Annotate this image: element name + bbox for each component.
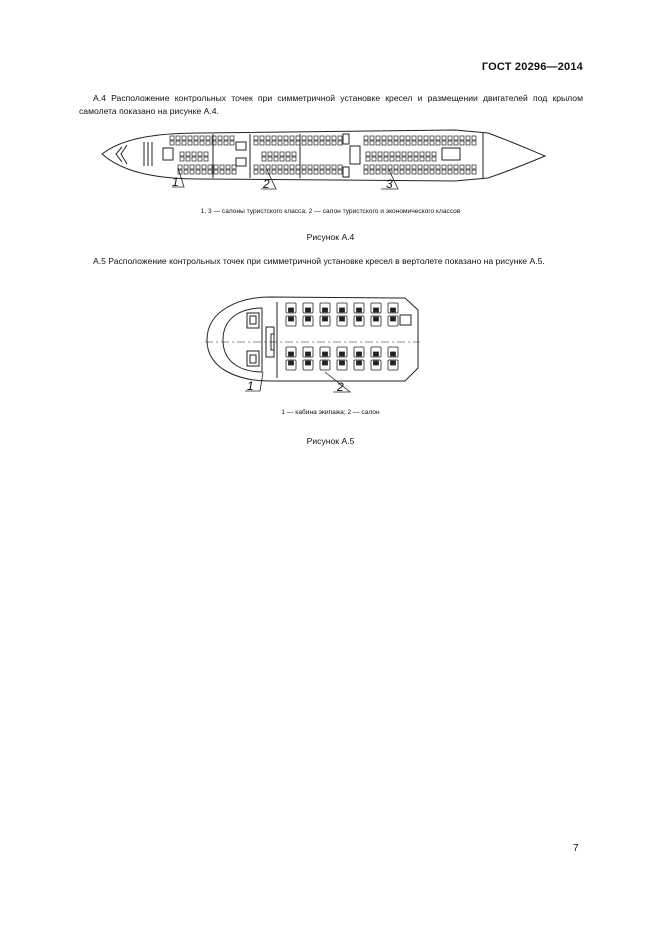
airplane-seat: [188, 141, 192, 145]
airplane-seat: [320, 165, 324, 169]
airplane-seat: [286, 157, 290, 161]
airplane-seat: [290, 165, 294, 169]
paragraph-a5-text: А.5 Расположение контрольных точек при симметричной установке кресел в вертолете показано на рисунке А.5.: [93, 256, 545, 266]
airplane-seat: [390, 157, 394, 161]
airplane-seat: [430, 165, 434, 169]
airplane-seat: [284, 170, 288, 174]
airplane-seat: [274, 152, 278, 156]
airplane-seat: [218, 141, 222, 145]
airplane-seat: [394, 170, 398, 174]
airplane-seat: [402, 152, 406, 156]
airplane-seat: [296, 165, 300, 169]
airplane-seat: [176, 141, 180, 145]
airplane-seat: [192, 152, 196, 156]
airplane-seat: [200, 136, 204, 140]
airplane-seat: [454, 141, 458, 145]
airplane-seat: [400, 170, 404, 174]
airplane-seat: [224, 141, 228, 145]
airplane-seat: [418, 165, 422, 169]
airplane-seat: [466, 165, 470, 169]
airplane-seat: [192, 157, 196, 161]
airplane-seat: [204, 157, 208, 161]
airplane-seat: [266, 165, 270, 169]
airplane-seat: [394, 165, 398, 169]
airplane-seat: [218, 136, 222, 140]
airplane-seat: [314, 141, 318, 145]
airplane-fuselage: [102, 130, 545, 181]
airplane-seat: [190, 165, 194, 169]
airplane-seat: [184, 165, 188, 169]
airplane-seat: [302, 170, 306, 174]
airplane-seat: [292, 152, 296, 156]
airplane-seat: [466, 136, 470, 140]
airplane-seat: [268, 152, 272, 156]
airplane-seat: [182, 136, 186, 140]
airplane-seat: [332, 165, 336, 169]
airplane-seat: [394, 136, 398, 140]
airplane-seat: [278, 136, 282, 140]
airplane-seat: [200, 141, 204, 145]
airplane-seat: [460, 136, 464, 140]
airplane-seat: [388, 141, 392, 145]
airplane-seat: [206, 136, 210, 140]
airplane-seat: [220, 165, 224, 169]
airplane-seat: [272, 141, 276, 145]
airplane-seat: [418, 170, 422, 174]
figure-a4-label-3: 3: [386, 177, 393, 191]
airplane-seat: [266, 141, 270, 145]
airplane-seat: [338, 136, 342, 140]
airplane-seat: [220, 170, 224, 174]
airplane-seat: [204, 152, 208, 156]
airplane-seat: [364, 165, 368, 169]
airplane-seat: [400, 141, 404, 145]
airplane-seat: [260, 141, 264, 145]
airplane-seat: [314, 165, 318, 169]
airplane-seat: [432, 157, 436, 161]
airplane-seat: [338, 170, 342, 174]
airplane-seat: [198, 157, 202, 161]
airplane-seat: [302, 141, 306, 145]
airplane-seat: [408, 152, 412, 156]
airplane-seat: [408, 157, 412, 161]
airplane-seat: [178, 165, 182, 169]
page-number: 7: [573, 843, 579, 854]
airplane-seat: [202, 165, 206, 169]
airplane-seat: [202, 170, 206, 174]
airplane-seat: [448, 165, 452, 169]
airplane-seat: [472, 170, 476, 174]
airplane-seat: [436, 165, 440, 169]
paragraph-a5: [79, 255, 583, 268]
airplane-seat: [278, 165, 282, 169]
airplane-seat: [382, 141, 386, 145]
airplane-seat: [332, 136, 336, 140]
airplane-seat: [430, 170, 434, 174]
airplane-seat: [424, 170, 428, 174]
airplane-seat: [206, 141, 210, 145]
airplane-seat: [402, 157, 406, 161]
figure-a4-label-1: 1: [172, 175, 179, 189]
airplane-seat: [376, 136, 380, 140]
figure-a4-title: Рисунок А.4: [306, 232, 355, 242]
airplane-seat: [254, 165, 258, 169]
airplane-seat: [454, 165, 458, 169]
airplane-seat: [308, 141, 312, 145]
airplane-seat: [272, 136, 276, 140]
airplane-seat: [460, 170, 464, 174]
airplane-seat: [460, 141, 464, 145]
airplane-seat: [232, 170, 236, 174]
airplane-seat: [412, 141, 416, 145]
airplane-seat: [430, 136, 434, 140]
paragraph-a4-text: А.4 Расположение контрольных точек при симметричной установке кресел и размещении двигателей под крылом самолета показано на рисунке А.4.: [79, 93, 583, 116]
airplane-seat: [184, 170, 188, 174]
airplane-seat: [372, 152, 376, 156]
airplane-seat: [448, 136, 452, 140]
airplane-seat: [442, 136, 446, 140]
airplane-seat: [284, 165, 288, 169]
airplane-seat: [396, 157, 400, 161]
airplane-seat: [186, 152, 190, 156]
airplane-seat: [376, 141, 380, 145]
airplane-seat: [370, 165, 374, 169]
airplane-seat: [214, 170, 218, 174]
airplane-seat: [170, 141, 174, 145]
airplane-seat: [382, 170, 386, 174]
airplane-seat: [406, 170, 410, 174]
document-code: ГОСТ 20296—2014: [481, 61, 583, 73]
airplane-seat: [320, 136, 324, 140]
airplane-seat: [364, 170, 368, 174]
airplane-seat: [224, 136, 228, 140]
airplane-seat: [260, 136, 264, 140]
airplane-seat: [332, 170, 336, 174]
airplane-seat: [418, 136, 422, 140]
airplane-seat: [290, 141, 294, 145]
airplane-seat: [414, 157, 418, 161]
airplane-seat: [430, 141, 434, 145]
airplane-seat: [472, 136, 476, 140]
airplane-seat: [272, 170, 276, 174]
airplane-seat: [332, 141, 336, 145]
airplane-seat: [226, 165, 230, 169]
airplane-seat: [296, 141, 300, 145]
airplane-seat: [448, 141, 452, 145]
airplane-seat: [296, 170, 300, 174]
airplane-seat: [196, 170, 200, 174]
airplane-seat: [314, 136, 318, 140]
airplane-seat: [406, 141, 410, 145]
figure-a5-label-1: 1: [247, 379, 254, 393]
airplane-seat: [214, 165, 218, 169]
airplane-seat: [186, 157, 190, 161]
airplane-seat: [436, 136, 440, 140]
airplane-seat: [364, 141, 368, 145]
airplane-seat: [230, 136, 234, 140]
airplane-seat: [232, 165, 236, 169]
airplane-seat: [442, 170, 446, 174]
airplane-seat: [424, 141, 428, 145]
figure-a5-title: Рисунок А.5: [306, 436, 355, 446]
airplane-seat: [448, 170, 452, 174]
airplane-seat: [460, 165, 464, 169]
airplane-seat: [338, 141, 342, 145]
airplane-seat: [260, 170, 264, 174]
airplane-seat: [394, 141, 398, 145]
airplane-seat: [414, 152, 418, 156]
airplane-seat: [182, 141, 186, 145]
airplane-seat: [388, 136, 392, 140]
airplane-seat: [308, 136, 312, 140]
airplane-seat: [296, 136, 300, 140]
airplane-seat: [286, 152, 290, 156]
airplane-seat: [436, 170, 440, 174]
airplane-seat: [290, 170, 294, 174]
airplane-seat: [170, 136, 174, 140]
airplane-seat: [262, 152, 266, 156]
airplane-seat: [454, 170, 458, 174]
airplane-seat: [378, 157, 382, 161]
airplane-seat: [426, 152, 430, 156]
figure-a4-caption: 1, 3 — салоны туристского класса; 2 — салон туристского и экономического классов: [200, 208, 461, 215]
airplane-seat: [396, 152, 400, 156]
airplane-seat: [370, 170, 374, 174]
airplane-seat: [442, 141, 446, 145]
airplane-seat: [268, 157, 272, 161]
airplane-seat: [266, 136, 270, 140]
airplane-seat: [466, 141, 470, 145]
airplane-seat: [320, 141, 324, 145]
airplane-seat: [424, 165, 428, 169]
airplane-seat: [338, 165, 342, 169]
airplane-seat: [290, 136, 294, 140]
airplane-seat: [420, 157, 424, 161]
airplane-seat: [320, 170, 324, 174]
airplane-seat: [326, 136, 330, 140]
airplane-seat: [280, 157, 284, 161]
airplane-seat: [326, 141, 330, 145]
airplane-seat: [278, 170, 282, 174]
airplane-seat: [226, 170, 230, 174]
airplane-seat: [384, 157, 388, 161]
figure-a4-label-2: 2: [263, 177, 270, 191]
figure-a5-label-2: 2: [337, 380, 344, 394]
airplane-seat: [370, 141, 374, 145]
airplane-seat: [412, 165, 416, 169]
airplane-seat: [390, 152, 394, 156]
airplane-seat: [382, 136, 386, 140]
airplane-seat: [254, 141, 258, 145]
airplane-seat: [388, 165, 392, 169]
airplane-seat: [384, 152, 388, 156]
airplane-seat: [208, 170, 212, 174]
airplane-seat: [292, 157, 296, 161]
airplane-seat: [260, 165, 264, 169]
airplane-seat: [412, 136, 416, 140]
airplane-seat: [366, 152, 370, 156]
airplane-seat: [208, 165, 212, 169]
airplane-seat: [400, 136, 404, 140]
airplane-seat: [366, 157, 370, 161]
airplane-seat: [230, 141, 234, 145]
airplane-seat: [424, 136, 428, 140]
airplane-seat: [426, 157, 430, 161]
airplane-seat: [272, 165, 276, 169]
airplane-seat: [284, 141, 288, 145]
airplane-seat: [436, 141, 440, 145]
airplane-seat: [382, 165, 386, 169]
airplane-seat: [372, 157, 376, 161]
airplane-seat: [418, 141, 422, 145]
airplane-seat: [302, 165, 306, 169]
airplane-seat: [406, 136, 410, 140]
airplane-seat: [198, 152, 202, 156]
airplane-seat: [326, 165, 330, 169]
airplane-seat: [262, 157, 266, 161]
airplane-seat: [400, 165, 404, 169]
airplane-seat: [190, 170, 194, 174]
airplane-seat: [472, 165, 476, 169]
airplane-seat: [254, 170, 258, 174]
airplane-seat: [326, 170, 330, 174]
airplane-seat: [378, 152, 382, 156]
airplane-seat: [442, 165, 446, 169]
airplane-seat: [194, 141, 198, 145]
airplane-seat: [188, 136, 192, 140]
airplane-seat: [302, 136, 306, 140]
airplane-seat: [314, 170, 318, 174]
airplane-seat: [308, 170, 312, 174]
airplane-seat: [432, 152, 436, 156]
airplane-seat: [406, 165, 410, 169]
airplane-seat: [180, 152, 184, 156]
airplane-seat: [370, 136, 374, 140]
airplane-seat: [466, 170, 470, 174]
airplane-seat: [412, 170, 416, 174]
airplane-seat: [274, 157, 278, 161]
airplane-seat: [364, 136, 368, 140]
airplane-seat: [308, 165, 312, 169]
airplane-seat: [454, 136, 458, 140]
airplane-seat: [376, 170, 380, 174]
airplane-seat: [472, 141, 476, 145]
airplane-seat: [176, 136, 180, 140]
airplane-seat: [278, 141, 282, 145]
airplane-seat: [194, 136, 198, 140]
airplane-seat: [420, 152, 424, 156]
airplane-seat: [376, 165, 380, 169]
airplane-seat: [180, 157, 184, 161]
figure-a5-caption: 1 — кабина экипажа; 2 — салон: [281, 409, 380, 416]
airplane-seat: [196, 165, 200, 169]
airplane-seat: [280, 152, 284, 156]
airplane-seat: [254, 136, 258, 140]
airplane-seat: [284, 136, 288, 140]
